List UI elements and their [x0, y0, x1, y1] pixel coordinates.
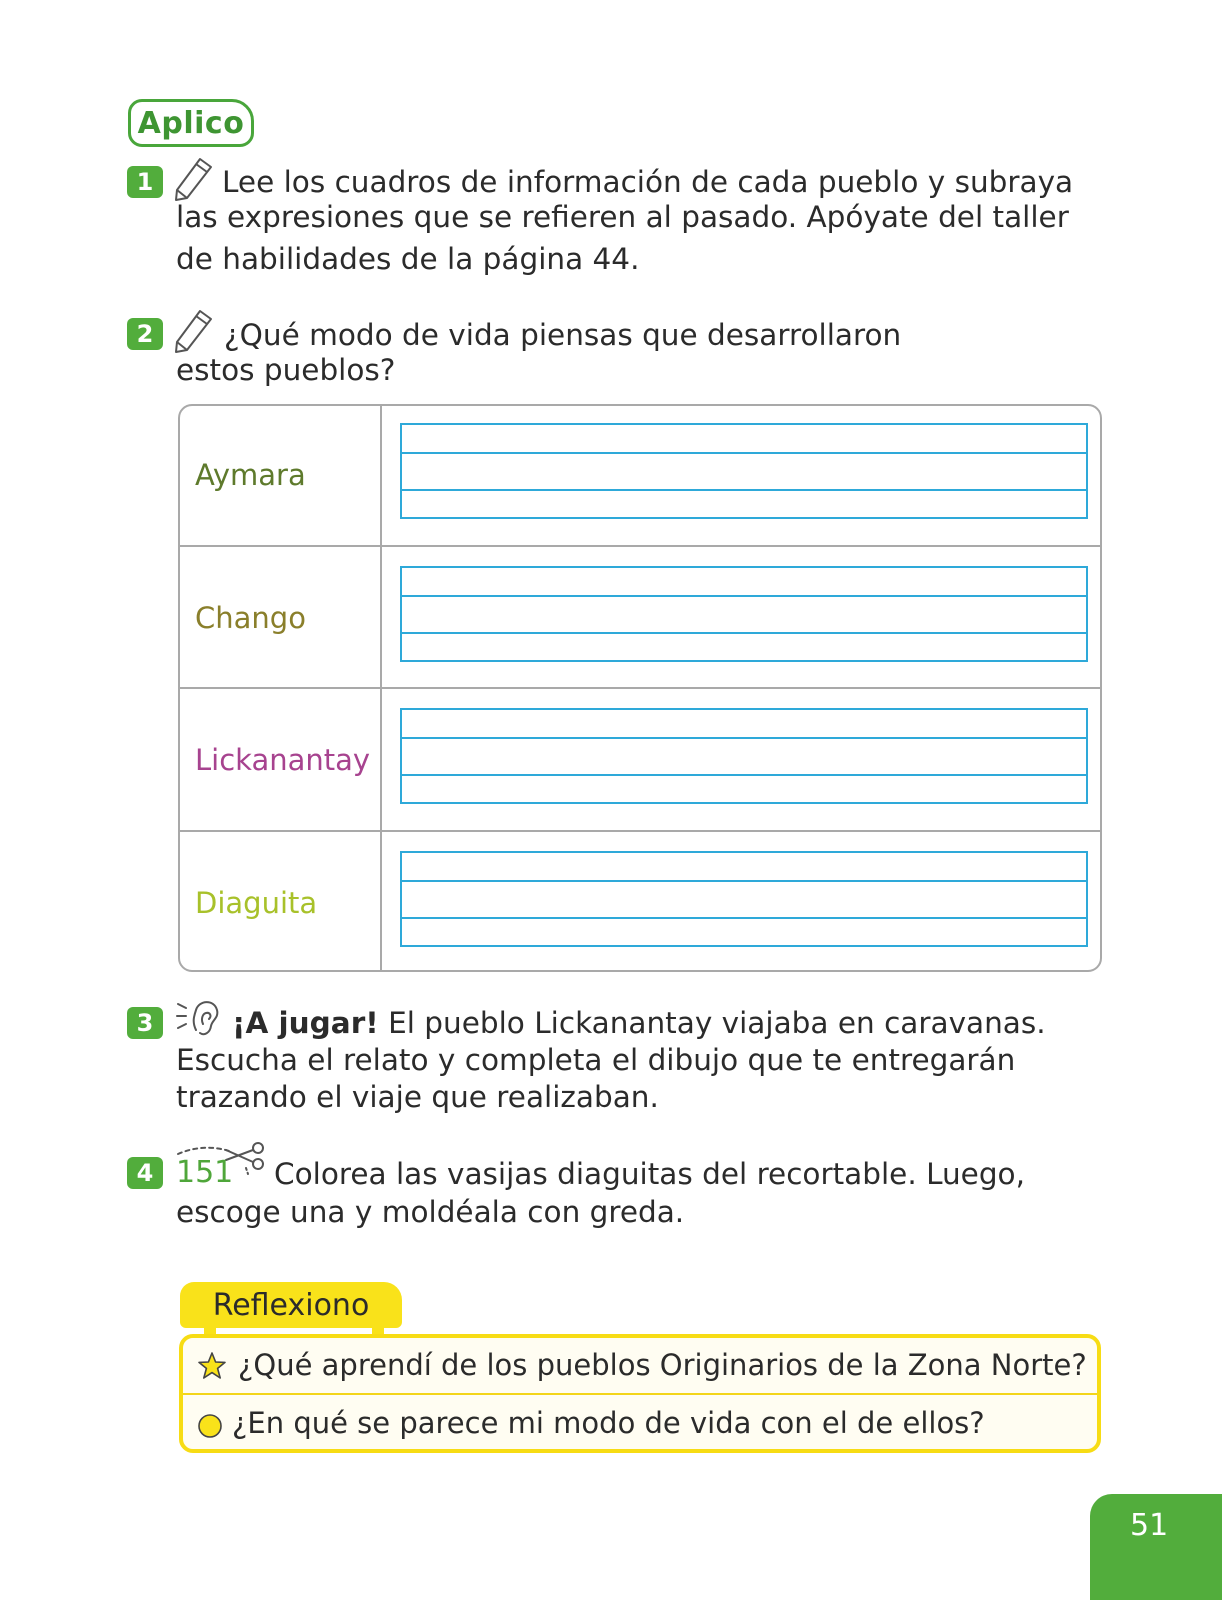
row-label-chango: Chango	[195, 601, 306, 635]
task-3-line-2: Escucha el relato y completa el dibujo que te entregarán	[176, 1043, 1016, 1077]
row-label-aymara: Aymara	[195, 458, 306, 492]
task-3-bold-lead: ¡A jugar!	[232, 1006, 379, 1040]
reflexiono-title: Reflexiono	[180, 1282, 402, 1328]
page-number: 51	[1090, 1494, 1222, 1600]
pencil-icon	[172, 155, 216, 203]
section-tag-aplico: Aplico	[128, 99, 254, 147]
task-3-line-1-rest: El pueblo Lickanantay viajaba en caravanas.	[378, 1006, 1046, 1040]
table-row-divider	[179, 830, 1101, 832]
reflexiono-question-1: ¿Qué aprendí de los pueblos Originarios de la Zona Norte?	[238, 1348, 1087, 1382]
table-row-divider	[179, 687, 1101, 689]
writing-lines-diaguita[interactable]	[400, 851, 1088, 947]
ear-icon	[176, 994, 224, 1040]
task-3-line-1	[232, 1004, 1046, 1042]
reflexiono-divider	[183, 1393, 1097, 1395]
table-row-divider	[179, 545, 1101, 547]
row-label-lickanantay: Lickanantay	[195, 743, 371, 777]
writing-lines-aymara[interactable]	[400, 423, 1088, 519]
task-2-number: 2	[127, 318, 163, 350]
task-3-number: 3	[127, 1007, 163, 1039]
task-4-line-1: Colorea las vasijas diaguitas del recortable. Luego,	[274, 1157, 1025, 1191]
row-label-diaguita: Diaguita	[195, 886, 318, 920]
writing-lines-chango[interactable]	[400, 566, 1088, 662]
reflexiono-question-2: ¿En qué se parece mi modo de vida con el de ellos?	[232, 1406, 985, 1440]
task-1-line-1: Lee los cuadros de información de cada pueblo y subraya	[222, 165, 1074, 199]
star-icon	[197, 1351, 227, 1381]
task-4-line-2: escoge una y moldéala con greda.	[176, 1195, 685, 1229]
task-4-page-ref: 151	[176, 1155, 234, 1190]
task-2-line-2: estos pueblos?	[176, 353, 396, 387]
writing-lines-lickanantay[interactable]	[400, 708, 1088, 804]
task-4-number: 4	[127, 1157, 163, 1189]
pencil-icon	[172, 307, 216, 355]
task-1-number: 1	[127, 166, 163, 198]
circle-icon	[197, 1413, 223, 1439]
task-3-line-3: trazando el viaje que realizaban.	[176, 1080, 659, 1114]
task-1-line-3: de habilidades de la página 44.	[176, 242, 640, 276]
task-1-line-2: las expresiones que se refieren al pasado. Apóyate del taller	[176, 200, 1069, 234]
task-2-line-1: ¿Qué modo de vida piensas que desarrollaron	[224, 318, 902, 352]
